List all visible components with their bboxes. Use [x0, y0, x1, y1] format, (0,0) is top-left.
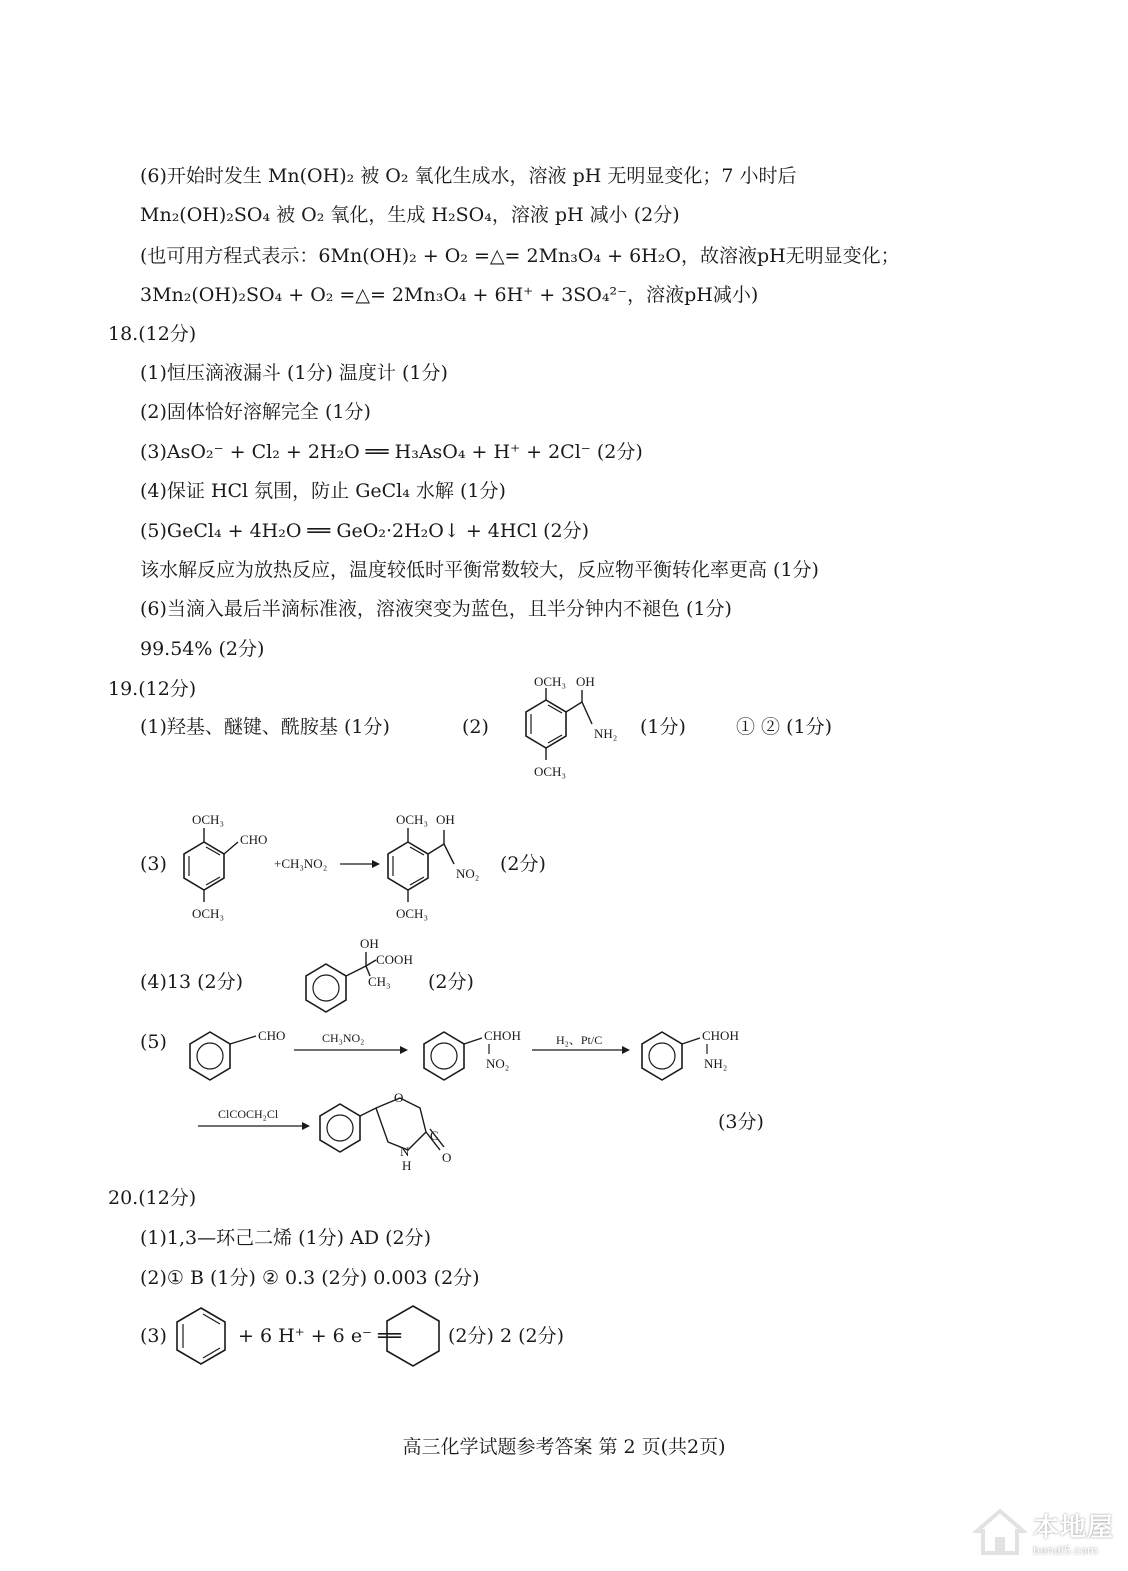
watermark-name: 本地屋	[1032, 1513, 1114, 1543]
q20-header: 20.(12分)	[108, 1187, 197, 1209]
no2-label: NO₂	[456, 866, 480, 881]
q19-header: 19.(12分)	[108, 678, 197, 700]
oh-label: OH	[576, 674, 595, 689]
q20-p1: (1)1,3—环己二烯 (1分) AD (2分)	[140, 1227, 432, 1249]
q19-p3-label: (3)	[140, 853, 167, 875]
q20-p2: (2)① B (1分) ② 0.3 (2分) 0.003 (2分)	[140, 1267, 480, 1289]
o-label: O	[394, 1090, 404, 1105]
ch3no2-reagent: +CH₃NO₂	[274, 856, 328, 871]
page-footer: 高三化学试题参考答案 第 2 页(共2页)	[402, 1436, 726, 1458]
choh-label: CHOH	[702, 1028, 739, 1043]
oh-label: OH	[436, 812, 455, 827]
och3-label: OCH₃	[192, 906, 224, 921]
q18-p6b: 99.54% (2分)	[140, 638, 265, 660]
q17-p6-line3: (也可用方程式表示：6Mn(OH)₂ + O₂ =△= 2Mn₃O₄ + 6H₂O，故溶液pH无明显变化；	[140, 245, 900, 267]
q19-p4-structure	[294, 934, 424, 1020]
q19-p3-reaction	[172, 806, 502, 926]
och3-label: OCH₃	[534, 764, 566, 779]
h-label: H	[402, 1158, 412, 1173]
cho-label: CHO	[240, 832, 268, 847]
q20-cyclohexane	[382, 1302, 444, 1372]
clcoch2cl-reagent: ClCOCH₂Cl	[218, 1107, 279, 1121]
q19-p4-score: (2分)	[428, 971, 474, 993]
q20-p3-mid: + 6 H⁺ + 6 e⁻ ══	[238, 1325, 402, 1347]
q18-p3: (3)AsO₂⁻ + Cl₂ + 2H₂O ══ H₃AsO₄ + H⁺ + 2Cl⁻ (2分)	[140, 441, 643, 463]
q19-p3-score: (2分)	[500, 853, 546, 875]
cho-label: CHO	[258, 1028, 286, 1043]
house-logo-icon	[973, 1507, 1027, 1557]
cooh-label: COOH	[376, 952, 413, 967]
q20-benzene	[172, 1304, 230, 1370]
och3-label: OCH₃	[534, 674, 566, 689]
c-label: C	[430, 1128, 439, 1143]
q18-p5b: 该水解反应为放热反应，温度较低时平衡常数较大，反应物平衡转化率更高 (1分)	[140, 559, 819, 581]
watermark	[973, 1507, 1114, 1557]
q17-p6-line1: (6)开始时发生 Mn(OH)₂ 被 O₂ 氧化生成水，溶液 pH 无明显变化；7 小时后	[140, 165, 797, 187]
q20-p3-score: (2分) 2 (2分)	[448, 1325, 564, 1347]
q18-p5a: (5)GeCl₄ + 4H₂O ══ GeO₂·2H₂O↓ + 4HCl (2分)	[140, 520, 590, 542]
nh2-label: NH₂	[594, 726, 618, 741]
cyclohexane-ring	[387, 1306, 439, 1366]
q17-p6-line4: 3Mn₂(OH)₂SO₄ + O₂ =△= 2Mn₃O₄ + 6H⁺ + 3SO₄²⁻，溶液pH减小)	[140, 284, 759, 306]
watermark-url: bendi5.com	[1032, 1544, 1098, 1557]
choh-label: CHOH	[484, 1028, 521, 1043]
benzene-ring	[306, 964, 346, 1012]
benzene-ring	[320, 1104, 360, 1152]
nh2-label: NH₂	[704, 1056, 728, 1071]
o-label: O	[442, 1150, 452, 1165]
och3-label: OCH₃	[396, 906, 428, 921]
h2-ptc-reagent: H₂、Pt/C	[556, 1033, 603, 1047]
q20-p3-label: (3)	[140, 1325, 167, 1347]
benzene-ring	[424, 1032, 464, 1080]
benzene-ring	[388, 842, 428, 890]
benzene-ring	[184, 842, 224, 890]
benzene-ring	[526, 700, 566, 748]
q19-p2-score: (1分)	[640, 716, 686, 738]
q19-p2-structure	[500, 668, 630, 788]
benzene-ring	[642, 1032, 682, 1080]
benzene-ring	[190, 1032, 230, 1080]
q19-p5-score: (3分)	[718, 1111, 764, 1133]
ch3no2-reagent: CH₃NO₂	[322, 1031, 365, 1045]
q19-p4-label: (4)13 (2分)	[140, 971, 244, 993]
q19-p5-synthesis	[176, 1018, 766, 1178]
benzene-ring	[177, 1308, 225, 1364]
q19-p1: (1)羟基、醚键、酰胺基 (1分)	[140, 716, 390, 738]
q18-p1: (1)恒压滴液漏斗 (1分) 温度计 (1分)	[140, 362, 448, 384]
morpholinone-ring	[376, 1098, 426, 1150]
och3-label: OCH₃	[192, 812, 224, 827]
och3-label: OCH₃	[396, 812, 428, 827]
q18-p6a: (6)当滴入最后半滴标准液，溶液突变为蓝色，且半分钟内不褪色 (1分)	[140, 598, 732, 620]
oh-label: OH	[360, 936, 379, 951]
q19-p2-label: (2)	[462, 716, 489, 738]
q19-p5-label: (5)	[140, 1031, 167, 1053]
q19-p2-extra: ① ② (1分)	[736, 716, 832, 738]
q18-p2: (2)固体恰好溶解完全 (1分)	[140, 401, 371, 423]
q18-p4: (4)保证 HCl 氛围，防止 GeCl₄ 水解 (1分)	[140, 480, 506, 502]
n-label: N	[400, 1144, 410, 1159]
q18-header: 18.(12分)	[108, 323, 197, 345]
ch3-label: CH₃	[368, 974, 391, 989]
q17-p6-line2: Mn₂(OH)₂SO₄ 被 O₂ 氧化，生成 H₂SO₄，溶液 pH 减小 (2分)	[140, 204, 680, 226]
no2-label: NO₂	[486, 1056, 510, 1071]
